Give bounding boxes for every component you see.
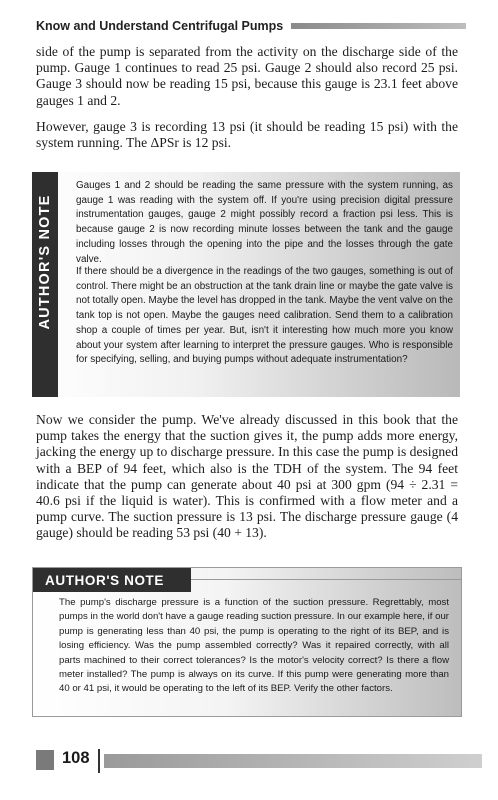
footer-divider: [98, 749, 100, 773]
page-footer: [36, 746, 482, 776]
footer-square-marker: [36, 750, 54, 770]
running-header-title: Know and Understand Centrifugal Pumps: [36, 19, 284, 33]
body-paragraph-3: Now we consider the pump. We've already discussed in this book that the pump takes the energy that the suction gives it, the pump adds more energy, jacking the energy up to discharge pressure. In this case the pump is designed with a BEP of 94 feet, which also is the TDH of the system. The 94 feet indicate that the pump can generate about 40 psi at 300 gpm (94 ÷ 2.31 = 40.6 psi if the liquid is water). This is confirmed with a flow meter and a pump curve. The suction pressure is 13 psi. The discharge pressure gauge (4 gauge) should be reading 53 psi (40 + 13).: [36, 412, 458, 541]
header-rule: [291, 23, 466, 29]
page-number: 108: [62, 749, 90, 767]
body-paragraph-2: However, gauge 3 is recording 13 psi (it should be reading 15 psi) with the system running. The ΔPSr is 12 psi.: [36, 119, 458, 151]
authors-note-box-1: [32, 172, 460, 397]
running-header: [36, 16, 466, 36]
authors-note-label: AUTHOR'S NOTE: [45, 572, 165, 588]
authors-note-1-paragraph-1: Gauges 1 and 2 should be reading the same pressure with the system running, as gauge 1 was reading with the system off. If you're using precision digital pressure instrumentation gauges, gauge 2 might possibly record a fraction psi less. This is because gauge 2 is now recording minute losses between the tank and the gauge including losses through the opening into the pipe and the losses through the gate valve.: [76, 180, 453, 265]
footer-rule-bar: [104, 754, 482, 768]
authors-note-side-tab: [32, 172, 58, 397]
authors-note-header: [33, 568, 191, 592]
authors-note-2-paragraph: The pump's discharge pressure is a function of the suction pressure. Regrettably, most pumps in the world don't have a gauge reading suction pressure. In our example here, if our pump is generating less than 40 psi, the pump is operating to the right of its BEP, and is losing efficiency. Was the pump assembled correctly? Was it repaired correctly, with all parts machined to their correct tolerances? Is the motor's velocity correct? Is there a flow meter installed? The pump is always on its curve. If this pump were generating more than 40 or 41 psi, it would be operating to the left of its BEP. Verify the other factors.: [59, 597, 449, 695]
authors-note-header-rule: [191, 579, 461, 580]
body-paragraph-1: side of the pump is separated from the activity on the discharge side of the pump. Gauge 1 continues to read 25 psi. Gauge 2 should also record 25 psi. Gauge 3 should now be reading 15 psi, because this gauge is 23.1 feet above gauges 1 and 2.: [36, 44, 458, 108]
authors-note-1-paragraph-2: If there should be a divergence in the readings of the two gauges, something is out of control. There might be an obstruction at the tank drain line or maybe the gate valve is not totally open. Maybe the level has dropped in the tank. Maybe the vent valve on the tank top is not open. Maybe the gauges need calibration. Send them to a calibration shop a couple of times per year. But, isn't it interesting how much more you know about your system after learning to interpret the pressure gauges. Who is responsible for specifying, selling, and buying pumps without adequate instrumentation?: [76, 266, 453, 366]
authors-note-label-vertical: AUTHOR'S NOTE: [37, 194, 53, 330]
authors-note-box-2: [32, 567, 462, 717]
